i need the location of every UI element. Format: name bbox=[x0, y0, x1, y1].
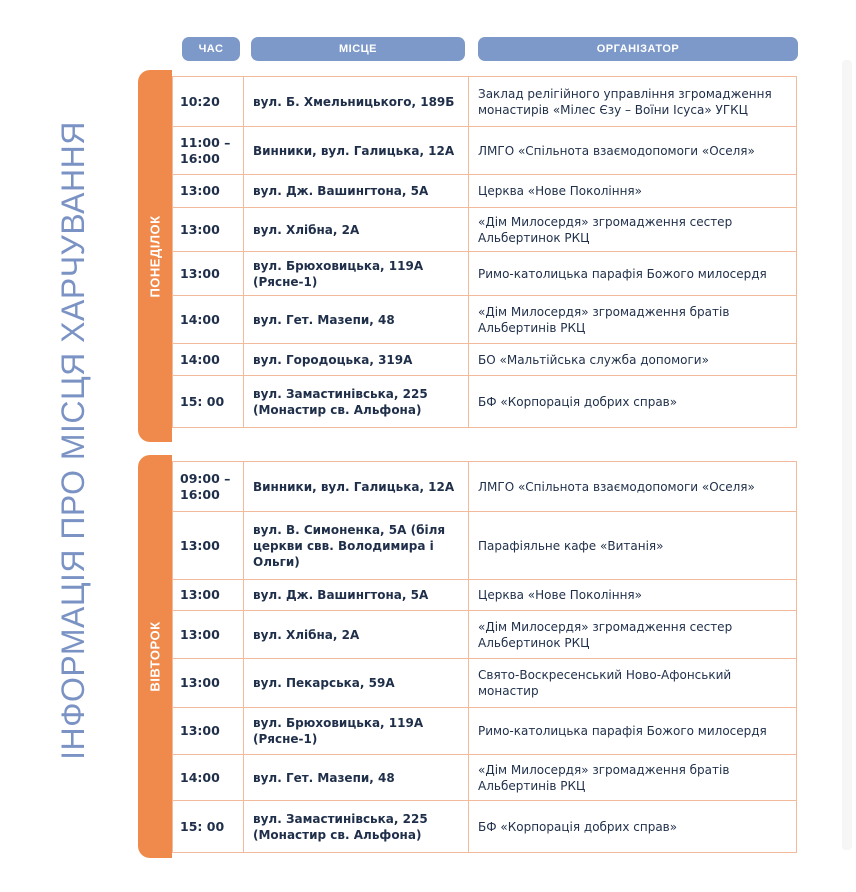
table-row bbox=[173, 801, 797, 853]
time-cell: 13:00 bbox=[173, 252, 244, 296]
day-tab-tuesday bbox=[138, 455, 172, 858]
page-title-text: ІНФОРМАЦІЯ ПРО МІСЦЯ ХАРЧУВАННЯ bbox=[54, 120, 91, 760]
organizer-cell: «Дім Милосердя» згромадження братів Альбертинів РКЦ bbox=[469, 296, 797, 344]
time-cell: 13:00 bbox=[173, 659, 244, 708]
organizer-cell: БО «Мальтійська служба допомоги» bbox=[469, 344, 797, 376]
table-row bbox=[173, 175, 797, 208]
place-cell: вул. Хлібна, 2А bbox=[244, 611, 469, 659]
organizer-cell: БФ «Корпорація добрих справ» bbox=[469, 801, 797, 853]
place-cell: вул. Замастинівська, 225 (Монастир св. Альфона) bbox=[244, 801, 469, 853]
day-tab-monday bbox=[138, 70, 172, 442]
place-cell: вул. Гет. Мазепи, 48 bbox=[244, 755, 469, 801]
organizer-cell: Церква «Нове Покоління» bbox=[469, 580, 797, 611]
place-cell: вул. Б. Хмельницького, 189Б bbox=[244, 77, 469, 127]
header-time: ЧАС bbox=[182, 37, 240, 61]
place-cell: Винники, вул. Галицька, 12А bbox=[244, 127, 469, 175]
organizer-cell: Церква «Нове Покоління» bbox=[469, 175, 797, 208]
place-cell: вул. Дж. Вашингтона, 5А bbox=[244, 175, 469, 208]
table-row bbox=[173, 659, 797, 708]
place-cell: Винники, вул. Галицька, 12А bbox=[244, 462, 469, 512]
table-row bbox=[173, 708, 797, 755]
table-row bbox=[173, 376, 797, 428]
table-row bbox=[173, 296, 797, 344]
time-cell: 14:00 bbox=[173, 344, 244, 376]
place-cell: вул. Пекарська, 59А bbox=[244, 659, 469, 708]
place-cell: вул. Гет. Мазепи, 48 bbox=[244, 296, 469, 344]
header-organizer: ОРГАНІЗАТОР bbox=[478, 37, 798, 61]
schedule-table-tuesday bbox=[172, 461, 797, 853]
organizer-cell: Римо-католицька парафія Божого милосердя bbox=[469, 252, 797, 296]
organizer-cell: ЛМГО «Спільнота взаємодопомоги «Оселя» bbox=[469, 462, 797, 512]
place-cell: вул. Дж. Вашингтона, 5А bbox=[244, 580, 469, 611]
time-cell: 14:00 bbox=[173, 296, 244, 344]
table-row bbox=[173, 344, 797, 376]
table-row bbox=[173, 580, 797, 611]
time-cell: 13:00 bbox=[173, 708, 244, 755]
organizer-cell: ЛМГО «Спільнота взаємодопомоги «Оселя» bbox=[469, 127, 797, 175]
place-cell: вул. В. Симоненка, 5А (біля церкви свв. Володимира і Ольги) bbox=[244, 512, 469, 580]
organizer-cell: БФ «Корпорація добрих справ» bbox=[469, 376, 797, 428]
organizer-cell: Заклад релігійного управління згромадження монастирів «Мілес Єзу – Воїни Ісуса» УГКЦ bbox=[469, 77, 797, 127]
time-cell: 14:00 bbox=[173, 755, 244, 801]
table-row bbox=[173, 512, 797, 580]
table-row bbox=[173, 208, 797, 252]
day-label-tuesday: ВІВТОРОК bbox=[147, 621, 163, 692]
place-cell: вул. Городоцька, 319А bbox=[244, 344, 469, 376]
header-place: МІСЦЕ bbox=[251, 37, 465, 61]
table-row bbox=[173, 611, 797, 659]
time-cell: 11:00 – 16:00 bbox=[173, 127, 244, 175]
time-cell: 15: 00 bbox=[173, 801, 244, 853]
column-headers bbox=[0, 37, 856, 61]
time-cell: 10:20 bbox=[173, 77, 244, 127]
time-cell: 15: 00 bbox=[173, 376, 244, 428]
organizer-cell: «Дім Милосердя» згромадження сестер Альбертинок РКЦ bbox=[469, 611, 797, 659]
place-cell: вул. Брюховицька, 119А (Рясне-1) bbox=[244, 252, 469, 296]
table-row bbox=[173, 755, 797, 801]
time-cell: 09:00 – 16:00 bbox=[173, 462, 244, 512]
organizer-cell: Парафіяльне кафе «Витанія» bbox=[469, 512, 797, 580]
place-cell: вул. Брюховицька, 119А (Рясне-1) bbox=[244, 708, 469, 755]
organizer-cell: «Дім Милосердя» згромадження сестер Альбертинок РКЦ bbox=[469, 208, 797, 252]
time-cell: 13:00 bbox=[173, 580, 244, 611]
day-label-monday: ПОНЕДІЛОК bbox=[147, 214, 163, 298]
page-edge-strip bbox=[842, 60, 852, 850]
time-cell: 13:00 bbox=[173, 611, 244, 659]
page-title bbox=[53, 110, 93, 770]
time-cell: 13:00 bbox=[173, 512, 244, 580]
organizer-cell: «Дім Милосердя» згромадження братів Альбертинів РКЦ bbox=[469, 755, 797, 801]
table-row bbox=[173, 77, 797, 127]
organizer-cell: Свято-Воскресенський Ново-Афонський монастир bbox=[469, 659, 797, 708]
place-cell: вул. Хлібна, 2А bbox=[244, 208, 469, 252]
schedule-table-monday bbox=[172, 76, 797, 428]
table-row bbox=[173, 127, 797, 175]
table-row bbox=[173, 252, 797, 296]
time-cell: 13:00 bbox=[173, 208, 244, 252]
time-cell: 13:00 bbox=[173, 175, 244, 208]
organizer-cell: Римо-католицька парафія Божого милосердя bbox=[469, 708, 797, 755]
place-cell: вул. Замастинівська, 225 (Монастир св. Альфона) bbox=[244, 376, 469, 428]
table-row bbox=[173, 462, 797, 512]
